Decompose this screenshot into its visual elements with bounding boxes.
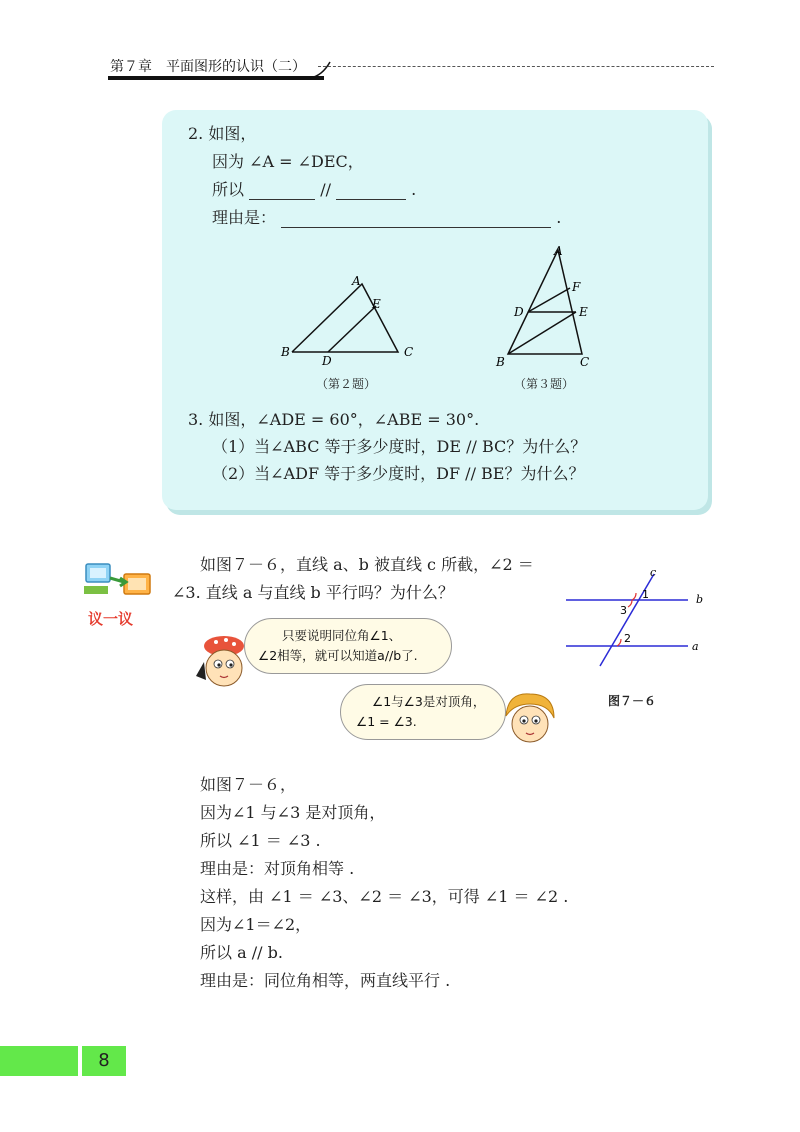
proof-line-7: 所以 a // b. bbox=[200, 943, 283, 962]
figure-exercise2 bbox=[278, 272, 428, 367]
proof-line-6: 因为∠1＝∠2， bbox=[200, 915, 312, 934]
label-B: B bbox=[281, 345, 290, 359]
label-E: E bbox=[579, 305, 588, 319]
conclusion-prefix: 所以 bbox=[212, 180, 245, 199]
discussion-line2: ∠3. 直线 a 与直线 b 平行吗？为什么？ bbox=[172, 583, 454, 602]
conclusion-suffix: . bbox=[411, 180, 417, 199]
exercise3-part2: （2）当∠ADF 等于多少度时，DF // BE？为什么？ bbox=[212, 464, 585, 483]
answer-blank-2[interactable] bbox=[336, 183, 406, 200]
bubble2-line1: ∠1与∠3是对顶角， bbox=[372, 694, 486, 709]
label-E: E bbox=[372, 297, 381, 311]
proof-line-2: 因为∠1 与∠3 是对顶角， bbox=[200, 803, 386, 822]
figure-exercise3 bbox=[490, 244, 600, 370]
exercise3-stem: 3. 如图，∠ADE = 60°，∠ABE = 30°. bbox=[188, 410, 480, 429]
discussion-line1: 如图７－６，直线 a、b 被直线 c 所截，∠2 ＝ bbox=[200, 555, 534, 574]
label-F: F bbox=[572, 280, 581, 294]
reason-prefix: 理由是： bbox=[212, 208, 277, 227]
label-a: a bbox=[692, 640, 699, 653]
figure2-caption: （第２题） bbox=[316, 377, 377, 391]
bubble2-line2: ∠1 = ∠3. bbox=[356, 714, 417, 729]
proof-line-1: 如图７－６， bbox=[200, 775, 297, 794]
label-c: c bbox=[650, 566, 657, 579]
proof-line-4: 理由是：对顶角相等 . bbox=[200, 859, 355, 878]
parallel-symbol: // bbox=[320, 180, 331, 199]
label-A: A bbox=[554, 244, 563, 258]
footer-bar bbox=[0, 1046, 78, 1076]
cartoon-boy-icon bbox=[190, 632, 252, 698]
label-C: C bbox=[580, 355, 590, 369]
bubble1-line2: ∠2相等，就可以知道a//b了. bbox=[258, 648, 418, 663]
angle-3-label: 3 bbox=[620, 604, 627, 617]
exercise3-part1: （1）当∠ABC 等于多少度时，DE // BC？为什么？ bbox=[212, 437, 587, 456]
header-rule bbox=[108, 76, 324, 80]
cartoon-girl-icon bbox=[498, 690, 560, 754]
exercise2-number: 2. 如图， bbox=[188, 124, 257, 143]
exercise2-conclusion bbox=[212, 180, 416, 200]
proof-line-8: 理由是：同位角相等，两直线平行 . bbox=[200, 971, 451, 990]
label-B: B bbox=[496, 355, 505, 369]
bubble1-line1: 只要说明同位角∠1、 bbox=[282, 628, 402, 643]
figure3-caption: （第３题） bbox=[514, 377, 575, 391]
label-D: D bbox=[514, 305, 524, 319]
exercise2-reason bbox=[212, 208, 561, 228]
header-slash-decoration bbox=[308, 58, 334, 80]
proof-line-5: 这样，由 ∠1 ＝ ∠3、∠2 ＝ ∠3，可得 ∠1 ＝ ∠2 . bbox=[200, 887, 569, 906]
reason-suffix: . bbox=[556, 208, 562, 227]
figure-7-6-caption: 图７－６ bbox=[608, 694, 657, 708]
figure-7-6 bbox=[560, 562, 710, 668]
label-A: A bbox=[352, 274, 361, 288]
header-dashed-rule bbox=[318, 66, 714, 67]
answer-blank-1[interactable] bbox=[249, 183, 315, 200]
label-b: b bbox=[696, 593, 704, 606]
discussion-badge-label: 议一议 bbox=[88, 610, 134, 628]
label-C: C bbox=[404, 345, 414, 359]
exercise2-given: 因为 ∠A = ∠DEC， bbox=[212, 152, 364, 171]
page-number: 8 bbox=[78, 1046, 126, 1076]
angle-1-label: 1 bbox=[642, 588, 649, 601]
proof-line-3: 所以 ∠1 ＝ ∠3 . bbox=[200, 831, 321, 850]
chapter-title: 第７章 平面图形的认识（二） bbox=[110, 59, 306, 75]
angle-2-label: 2 bbox=[624, 632, 631, 645]
label-D: D bbox=[322, 354, 332, 367]
reason-blank[interactable] bbox=[281, 211, 551, 228]
